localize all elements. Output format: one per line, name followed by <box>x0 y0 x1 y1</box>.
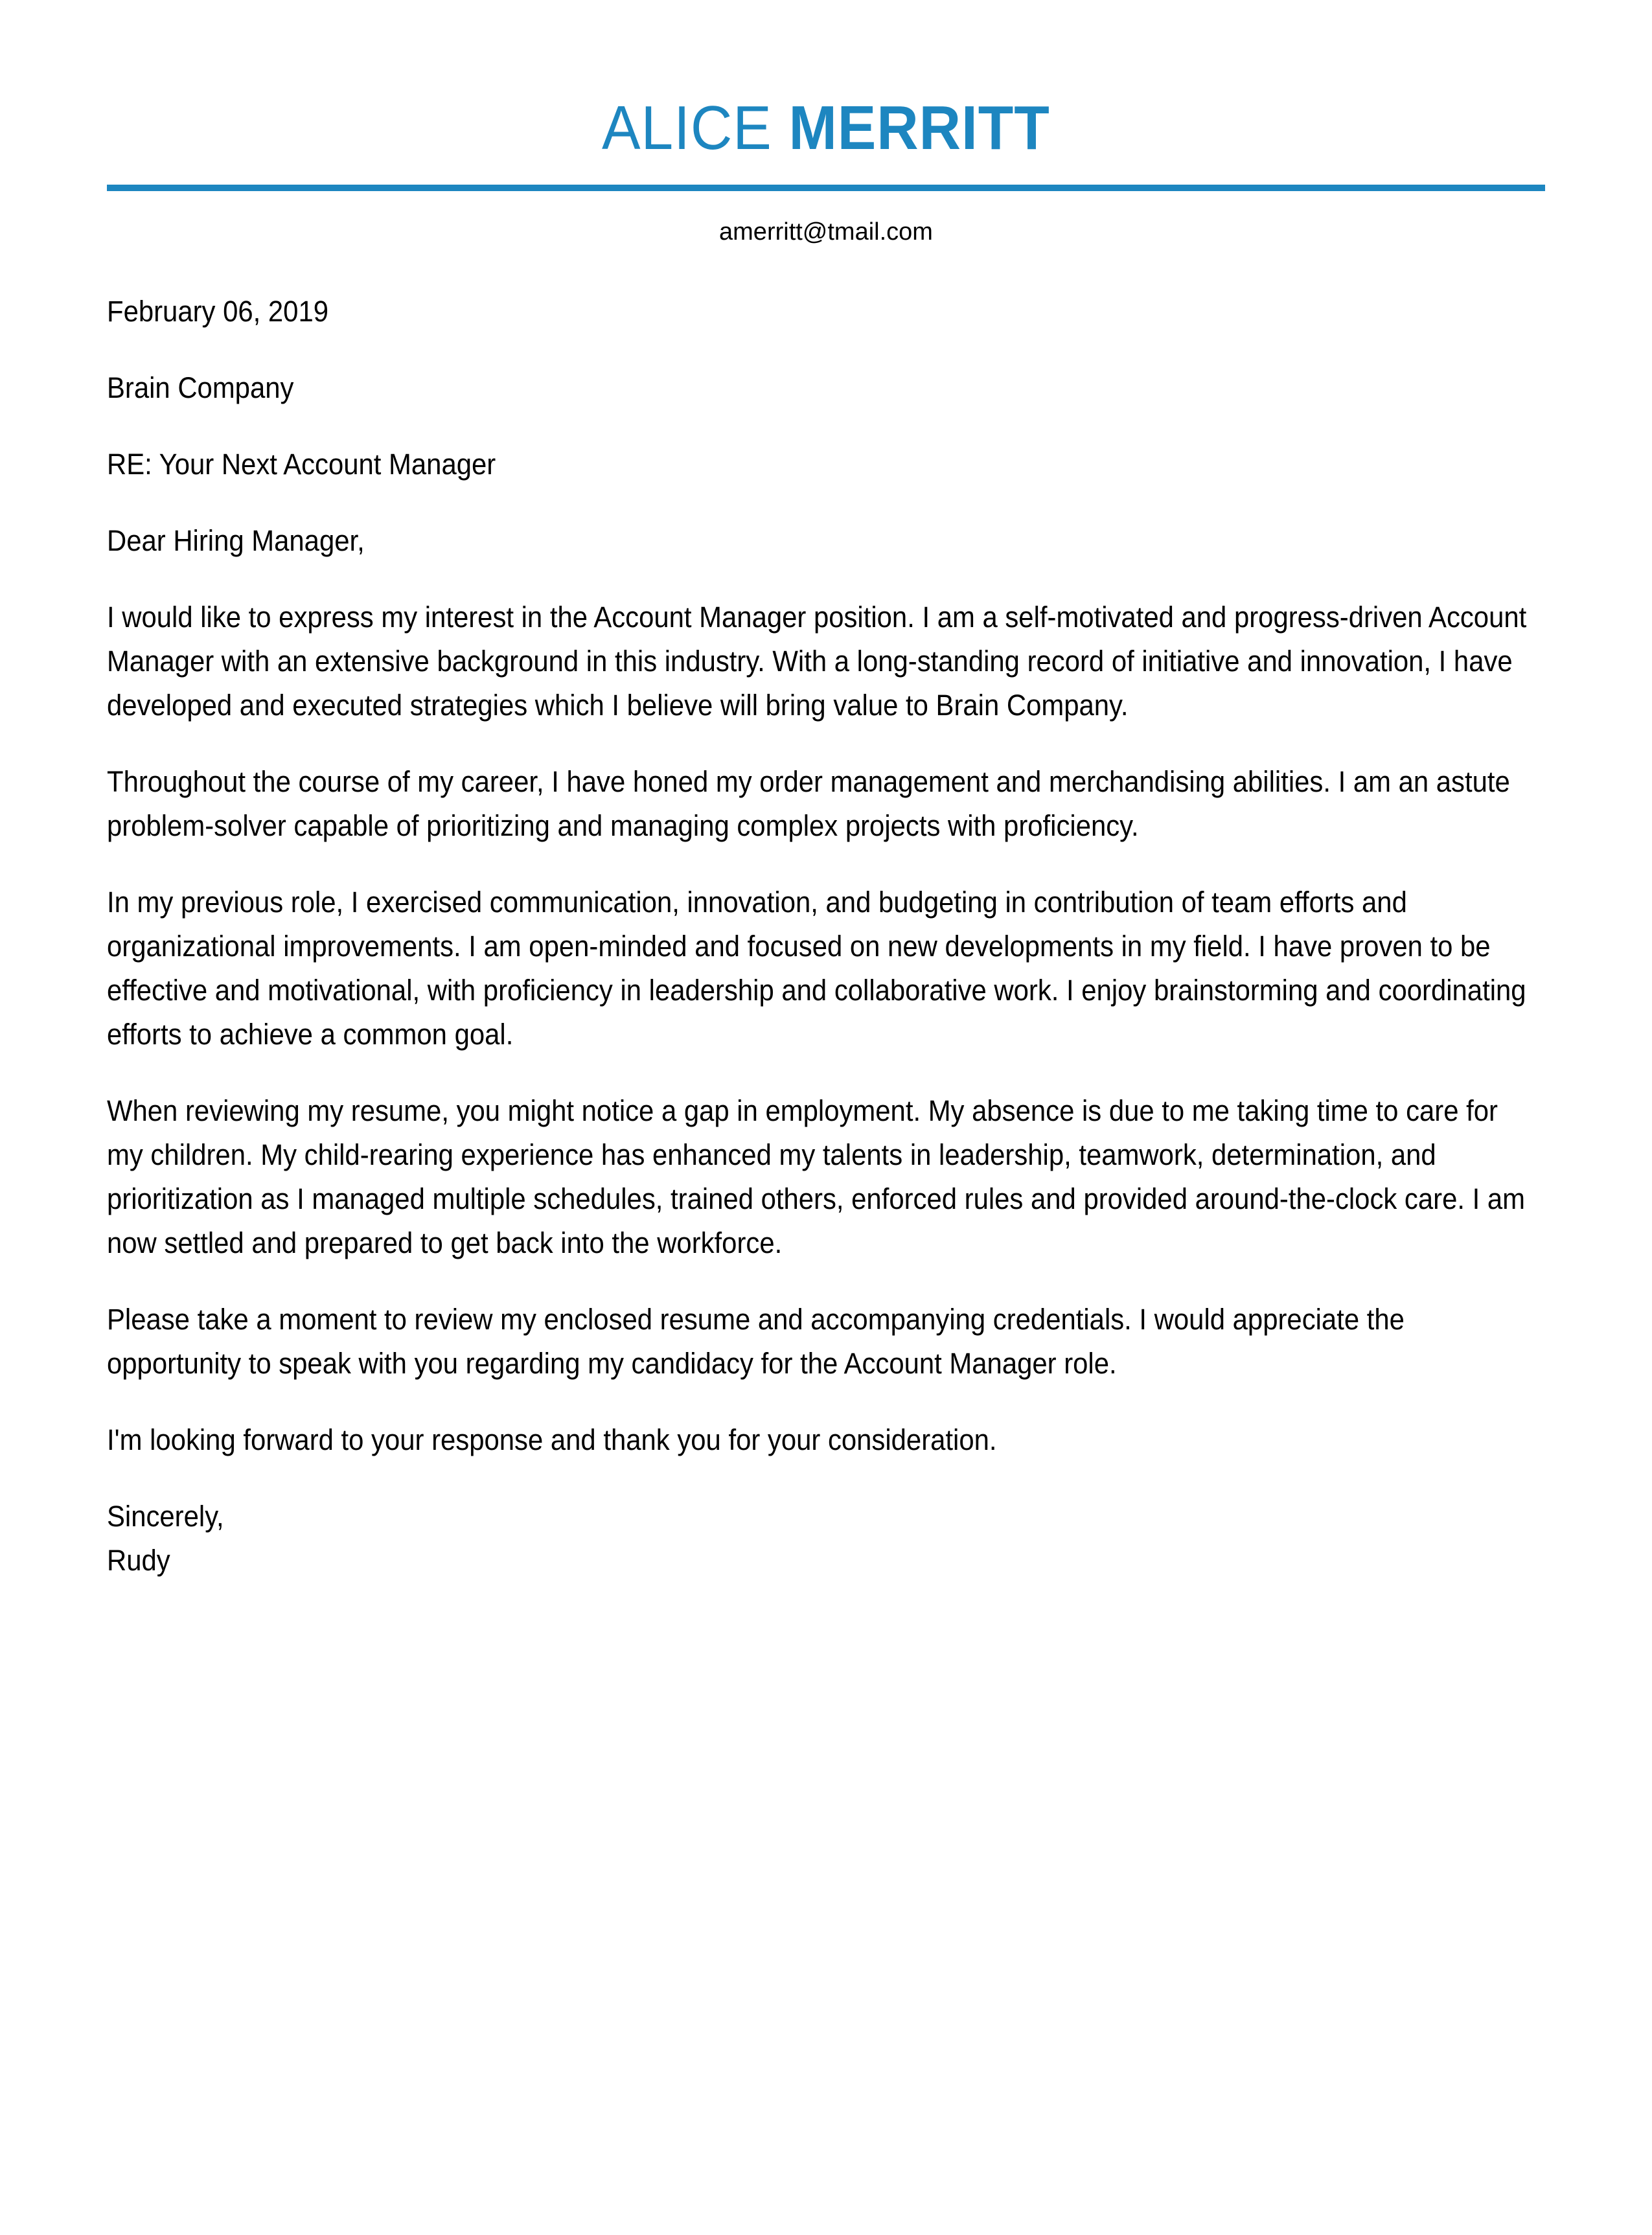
subject-line: RE: Your Next Account Manager <box>107 448 496 481</box>
salutation-line: Dear Hiring Manager, <box>107 524 365 557</box>
letter-body <box>107 290 1545 1583</box>
body-paragraph: I'm looking forward to your response and thank you for your consideration. <box>107 1423 997 1456</box>
body-paragraph: Please take a moment to review my enclosed resume and accompanying credentials. I would appreciate the opportunity to speak with you regarding my candidacy for the Account Manager role. <box>107 1303 1405 1380</box>
signature-name: Rudy <box>107 1544 170 1577</box>
letter-header <box>107 93 1545 246</box>
letter-page <box>0 93 1652 2235</box>
recipient-line: Brain Company <box>107 371 294 404</box>
contact-row <box>107 220 1545 244</box>
body-paragraph: I would like to express my interest in the Account Manager position. I am a self-motivated and progress-driven Account Manager with an extensive background in this industry. With a long-standing record of initiative and innovation, I have developed and executed strategies which I believe will bring value to Brain Company. <box>107 601 1527 722</box>
candidate-name-text <box>602 93 1050 163</box>
body-paragraph: When reviewing my resume, you might notice a gap in employment. My absence is due to me taking time to care for my children. My child-rearing experience has enhanced my talents in leadership, teamwork, determination, and prioritization as I managed multiple schedules, trained others, enforced rules and provided around-the-clock care. I am now settled and prepared to get back into the workforce. <box>107 1094 1526 1259</box>
body-paragraph: Throughout the course of my career, I have honed my order management and merchandising abilities. I am an astute problem-solver capable of prioritizing and managing complex projects with proficiency. <box>107 765 1510 842</box>
closing-text: Sincerely, <box>107 1500 224 1533</box>
signature-block <box>107 1495 1541 1583</box>
candidate-last-name: MERRITT <box>788 93 1050 163</box>
body-paragraph: In my previous role, I exercised communication, innovation, and budgeting in contribution of team efforts and organizational improvements. I am open-minded and focused on new developments in my field. I have proven to be effective and motivational, with proficiency in leadership and collaborative work. I enjoy brainstorming and coordinating efforts to achieve a common goal. <box>107 886 1526 1051</box>
email-text: amerritt@tmail.com <box>719 218 933 246</box>
header-divider <box>107 185 1545 191</box>
candidate-name <box>107 93 1545 163</box>
candidate-first-name: ALICE <box>602 93 772 163</box>
date-line: February 06, 2019 <box>107 295 328 328</box>
